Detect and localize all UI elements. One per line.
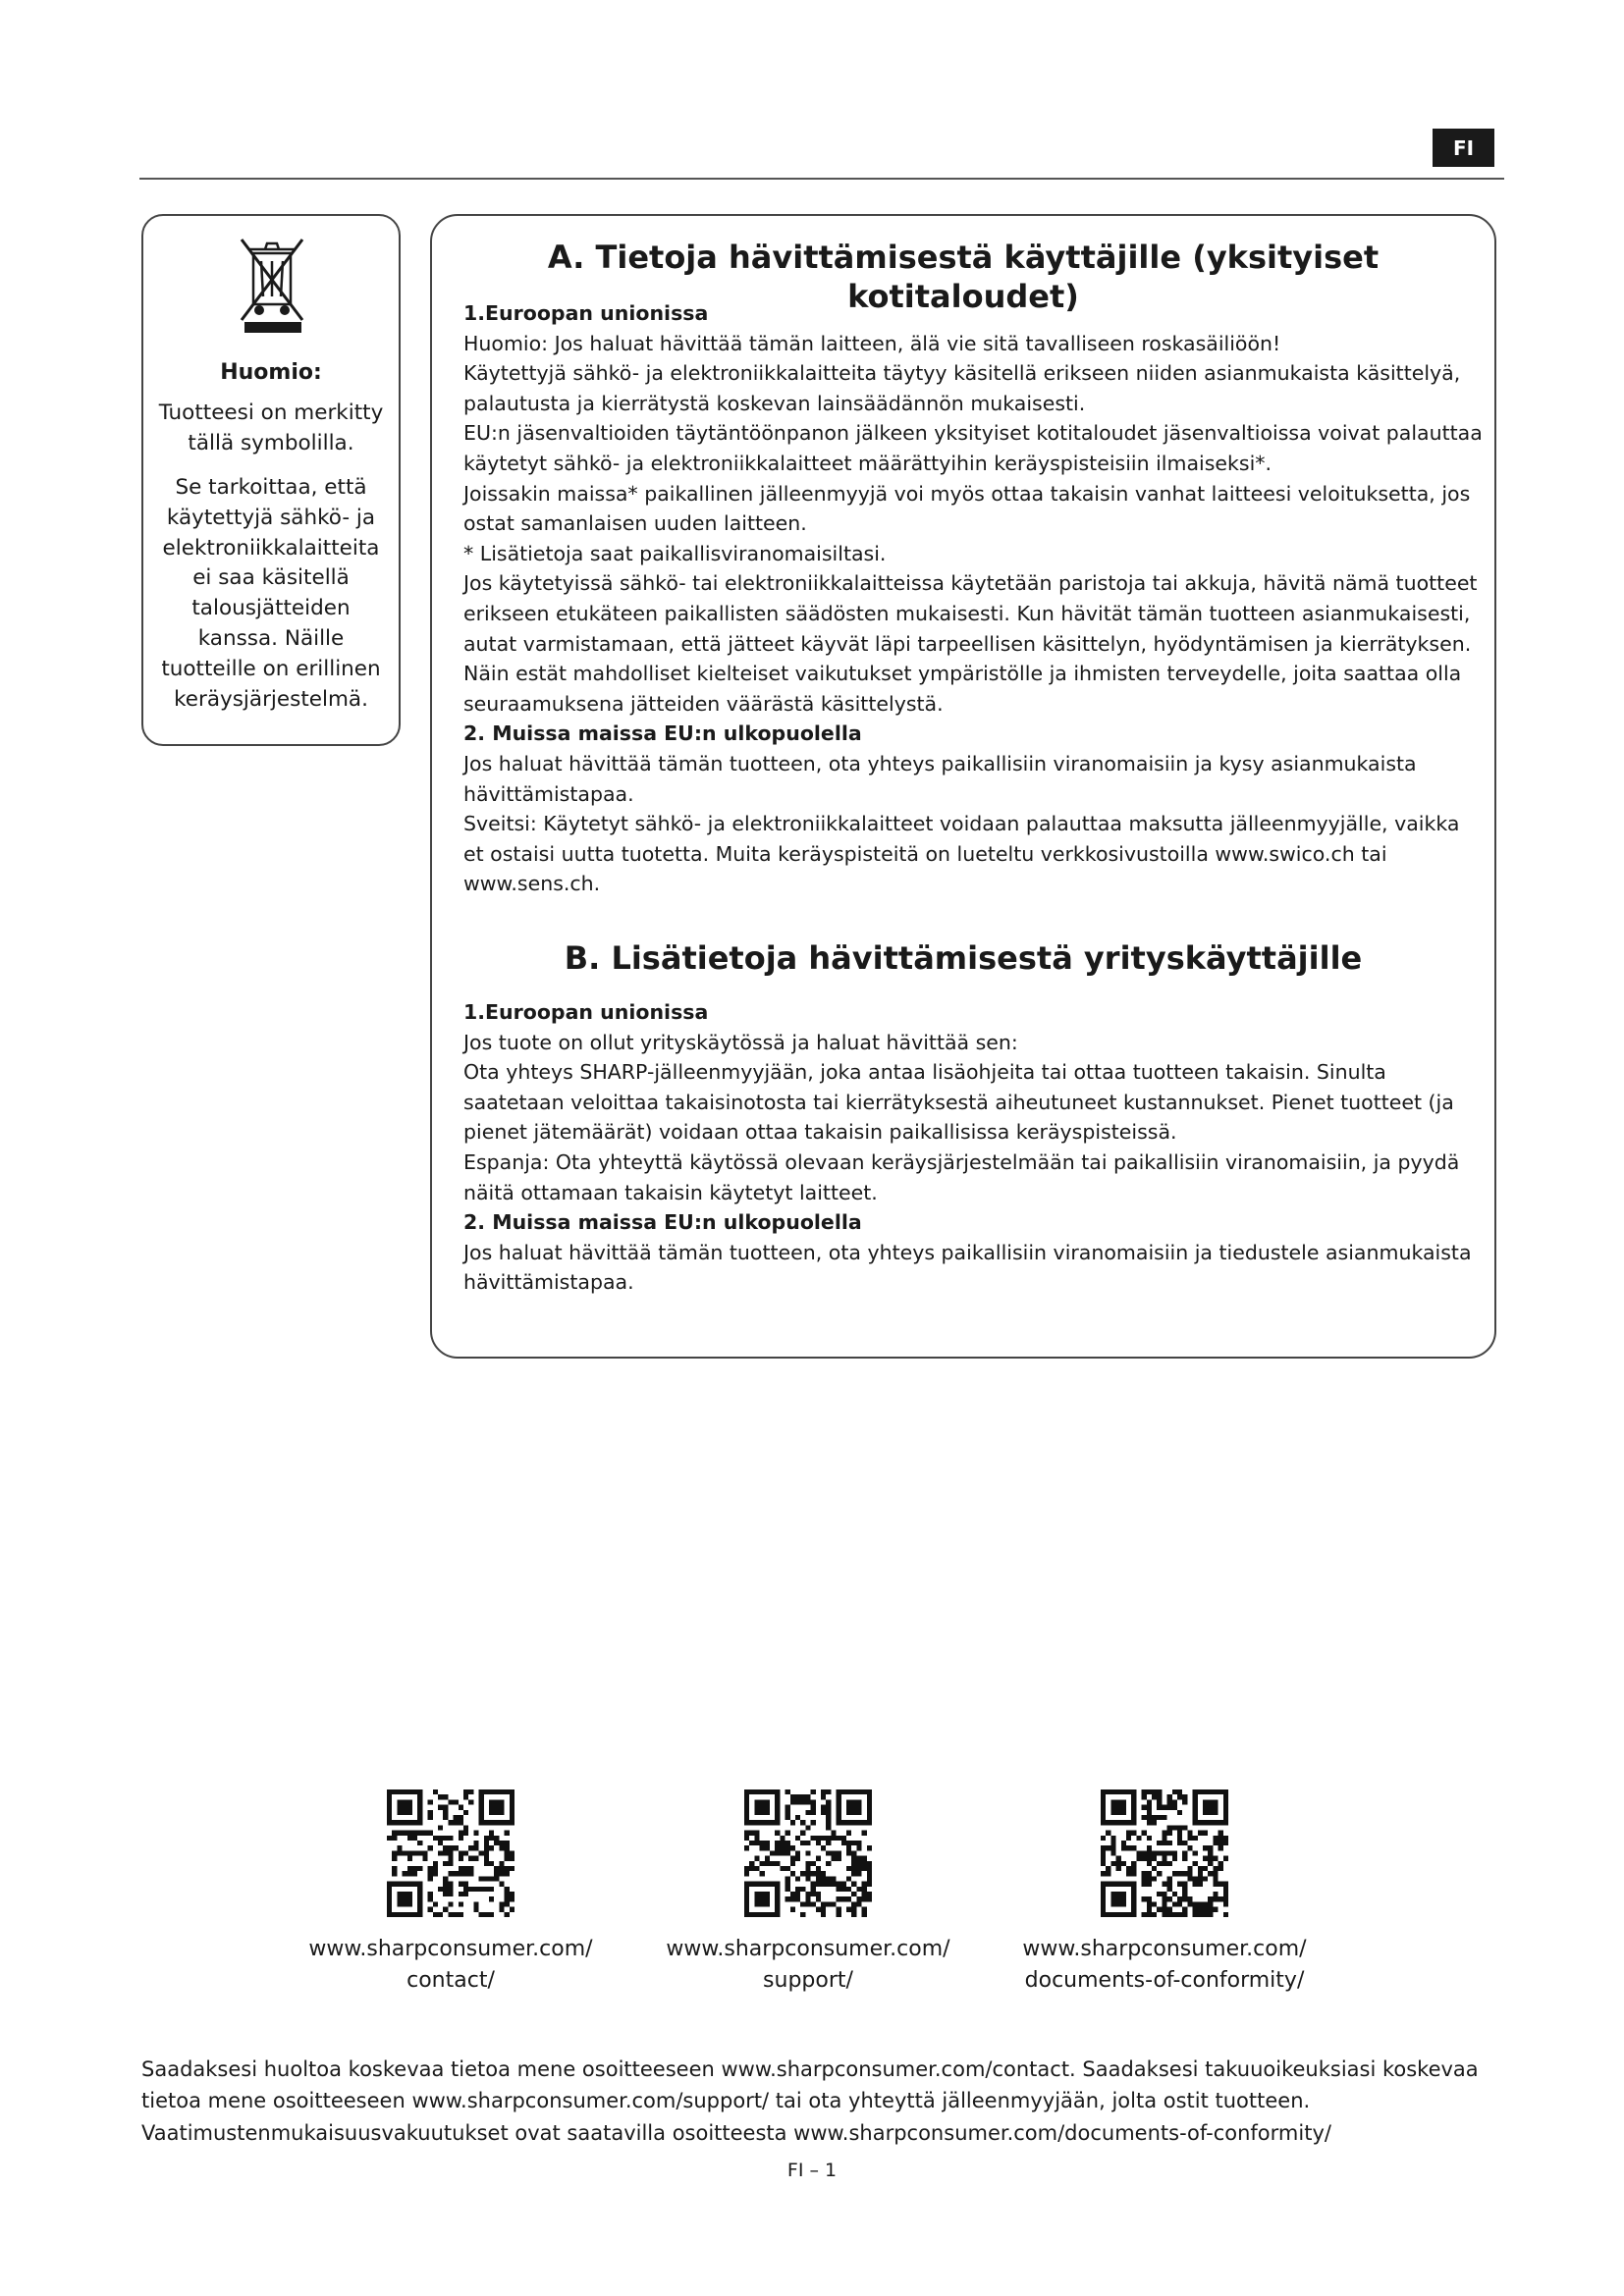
qr-support[interactable]: [651, 1789, 965, 1997]
section-a-non-eu-line: Sveitsi: Käytetyt sähkö- ja elektroniikkalaitteet voidaan palauttaa maksutta jälleenmyyjälle, vaikka et ostaisi uutta tuotetta. Muita keräyspisteitä on lueteltu verkkosivustoilla www.swico.ch tai www.sens.ch.: [463, 812, 1460, 896]
section-b-non-eu-line: Jos haluat hävittää tämän tuotteen, ota yhteys paikallisiin viranomaisiin ja tiedustele asianmukaista hävittämistapaa.: [463, 1240, 1472, 1295]
section-b-content: [463, 997, 1485, 1298]
notice-title: Huomio:: [220, 360, 322, 385]
section-b-eu-line: Jos tuote on ollut yrityskäytössä ja haluat hävittää sen:: [463, 1030, 1018, 1054]
qr-url-line: www.sharpconsumer.com/: [1022, 1937, 1307, 1961]
qr-url-line: www.sharpconsumer.com/: [308, 1937, 593, 1961]
section-a-title: A. Tietoja hävittämisestä käyttäjille (yksityiset kotitaloudet): [547, 239, 1380, 315]
qr-url-line: contact/: [406, 1968, 495, 1993]
section-a-non-eu-line: Jos haluat hävittää tämän tuotteen, ota yhteys paikallisiin viranomaisiin ja kysy asianmukaista hävittämistapaa.: [463, 751, 1417, 806]
section-a-eu-line: Joissakin maissa* paikallinen jälleenmyyjä voi myös ottaa takaisin vanhat laitteesi veloituksetta, jos ostat samanlaisen uuden laitteen.: [463, 481, 1471, 536]
notice-text-1: Tuotteesi on merkitty tällä symbolilla.: [158, 400, 384, 455]
section-b-non-eu-heading: 2. Muissa maissa EU:n ulkopuolella: [463, 1210, 862, 1235]
section-b-eu-line: Espanja: Ota yhteyttä käytössä olevaan keräysjärjestelmään tai paikallisiin viranomaisiin, ja pyydä näitä ottamaan takaisin käytetyt laitteet.: [463, 1149, 1460, 1204]
qr-code-icon: [744, 1789, 872, 1917]
page-number: FI – 1: [786, 2160, 838, 2181]
qr-url-line: support/: [763, 1968, 853, 1993]
qr-url-line: www.sharpconsumer.com/: [666, 1937, 950, 1961]
section-b-eu-heading: 1.Euroopan unionissa: [463, 1000, 709, 1024]
qr-url: [1007, 1934, 1322, 1997]
footer-text: Saadaksesi huoltoa koskevaa tietoa mene osoitteeseen www.sharpconsumer.com/contact. Saadaksesi takuuoikeuksiasi koskevaa tietoa mene osoitteeseen www.sharpconsumer.com/support/ tai ota yhteyttä jälleenmyyjään, jolta ostit tuotteen. Vaatimustenmukaisuusvakuutukset ovat saatavilla osoitteesta www.sharpconsumer.com/documents-of-conformity/: [141, 2057, 1479, 2145]
crossed-out-wheelie-bin-icon: [238, 236, 306, 328]
qr-code-icon: [387, 1789, 514, 1917]
section-a-eu-line: Jos käytetyissä sähkö- tai elektroniikkalaitteissa käytetään paristoja tai akkuja, hävitä nämä tuotteet erikseen etukäteen paikallisten säädösten mukaisesti. Kun hävität tämän tuotteen asianmukaisesti, autat varmistamaan, että jätteet käyvät läpi tarpeellisen käsittelyn, hyödyntämisen ja kierrätyksen. Näin estät mahdolliset kielteiset vaikutukset ympäristölle ja ihmisten terveydelle, joita saattaa olla seuraamuksena jätteiden väärästä käsittelystä.: [463, 571, 1478, 716]
section-a-content: [463, 298, 1485, 899]
underline-bar: [244, 322, 301, 333]
section-a-eu-line: EU:n jäsenvaltioiden täytäntöönpanon jälkeen yksityiset kotitaloudet jäsenvaltioissa voivat palauttaa käytetyt sähkö- ja elektroniikkalaitteet määrättyihin keräyspisteisiin ilmaiseksi*.: [463, 421, 1483, 475]
qr-url: [294, 1934, 608, 1997]
qr-url: [651, 1934, 965, 1997]
qr-contact[interactable]: [294, 1789, 608, 1997]
section-a-eu-line: Käytettyjä sähkö- ja elektroniikkalaitteita täytyy käsitellä erikseen niiden asianmukaista käsittelyä, palautusta ja kierrätystä koskevan lainsäädännön mukaisesti.: [463, 361, 1461, 415]
disposal-info-box: [430, 214, 1496, 1359]
section-a-eu-heading: 1.Euroopan unionissa: [463, 301, 709, 325]
section-a-eu-line: Huomio: Jos haluat hävittää tämän laitteen, älä vie sitä tavalliseen roskasäiliöön!: [463, 331, 1281, 355]
qr-documents-of-conformity[interactable]: [1007, 1789, 1322, 1997]
qr-code-icon: [1101, 1789, 1228, 1917]
section-b-eu-line: Ota yhteys SHARP-jälleenmyyjään, joka antaa lisäohjeita tai ottaa tuotteen takaisin. Sinulta saatetaan veloittaa takaisinotosta tai kierrätyksestä aiheutuneet kustannukset. Pienet tuotteet (ja pienet jätemäärät) voidaan ottaa takaisin paikallisissa keräyspisteissä.: [463, 1060, 1454, 1145]
notice-text-2: Se tarkoittaa, että käytettyjä sähkö- ja elektroniikkalaitteita ei saa käsitellä talousjätteiden kanssa. Näille tuotteille on erillinen keräysjärjestelmä.: [161, 475, 381, 712]
qr-url-line: documents-of-conformity/: [1024, 1968, 1305, 1993]
language-badge: FI: [1433, 129, 1494, 167]
section-b-title: B. Lisätietoja hävittämisestä yrityskäyttäjille: [564, 939, 1363, 977]
section-a-eu-line: * Lisätietoja saat paikallisviranomaisiltasi.: [463, 541, 887, 565]
notice-box: [141, 214, 401, 746]
section-a-non-eu-heading: 2. Muissa maissa EU:n ulkopuolella: [463, 721, 862, 746]
header-divider: [139, 178, 1504, 180]
